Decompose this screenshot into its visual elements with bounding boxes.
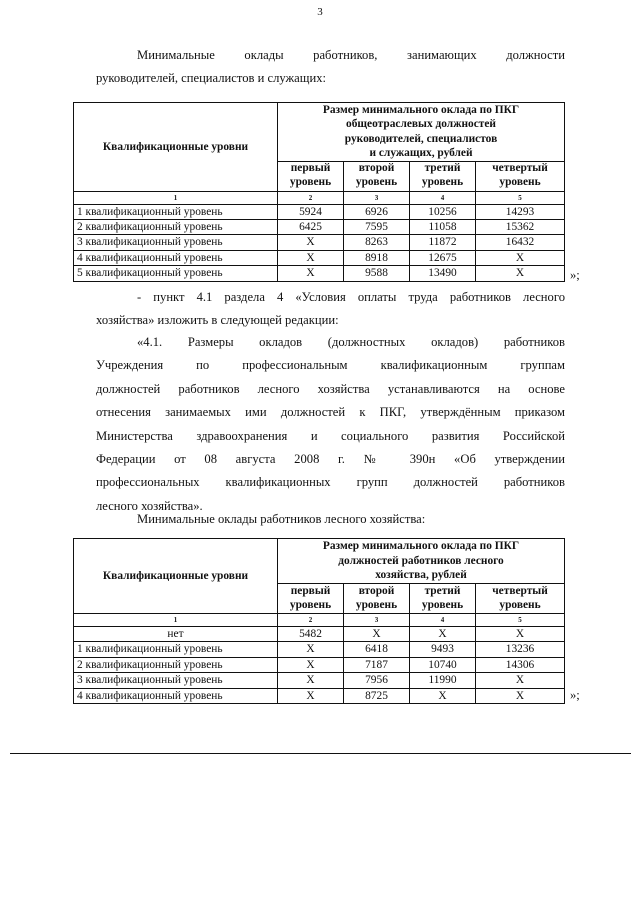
table-cell: Х [476, 266, 565, 281]
column-number: 4 [410, 614, 476, 627]
table-cell: 13236 [476, 642, 565, 657]
table-cell: 8263 [344, 235, 410, 250]
intro-paragraph-1 [96, 44, 565, 91]
row-label: 3 квалификационный уровень [74, 235, 278, 250]
table-row [74, 627, 565, 642]
row-label: 3 квалификационный уровень [74, 673, 278, 688]
column-number: 2 [278, 614, 344, 627]
column-number: 5 [476, 614, 565, 627]
table-cell: 8725 [344, 688, 410, 703]
row-label: 1 квалификационный уровень [74, 642, 278, 657]
clause-line: профессиональных квалификационных групп должностей работников [96, 475, 565, 490]
row-label: 1 квалификационный уровень [74, 204, 278, 219]
table-cell: Х [278, 250, 344, 265]
table-cell: Х [278, 673, 344, 688]
clause-line: Федерации от 08 августа 2008 г. № 390н «Об утверждении [96, 452, 565, 467]
table-cell: 7956 [344, 673, 410, 688]
table-cell: 12675 [410, 250, 476, 265]
table-cell: Х [476, 688, 565, 703]
row-label: 4 квалификационный уровень [74, 250, 278, 265]
column-number: 3 [344, 614, 410, 627]
column-header-level-4: четвертый уровень [476, 584, 565, 614]
table-row [74, 235, 565, 250]
intro-paragraph-2: Минимальные оклады работников лесного хозяйства: [137, 512, 426, 526]
table-cell: 7595 [344, 220, 410, 235]
word: занимающих [407, 48, 477, 62]
intro-paragraph-1-line-1 [96, 44, 565, 67]
table-cell: Х [278, 657, 344, 672]
table-cell: Х [278, 266, 344, 281]
column-header-level-1: первый уровень [278, 584, 344, 614]
table-cell: Х [476, 627, 565, 642]
column-number: 5 [476, 191, 565, 204]
table-cell: 13490 [410, 266, 476, 281]
table-cell: 6418 [344, 642, 410, 657]
clause-4-1-paragraph [96, 331, 565, 518]
page-number: 3 [317, 6, 323, 18]
column-number: 4 [410, 191, 476, 204]
clause-line: Министерства здравоохранения и социального развития Российской [96, 428, 565, 443]
clause-line: Учреждения по профессиональным квалификационным группам [96, 358, 565, 373]
table-row [74, 673, 565, 688]
table-cell: 7187 [344, 657, 410, 672]
row-label: 5 квалификационный уровень [74, 266, 278, 281]
table-cell: 5482 [278, 627, 344, 642]
clause-line: должностей работников лесного хозяйства устанавливаются на основе [96, 381, 565, 396]
closing-quote-1: »; [570, 268, 580, 282]
table-cell: Х [344, 627, 410, 642]
table-cell: 6926 [344, 204, 410, 219]
word: работников, [313, 48, 378, 62]
table-cell: 11990 [410, 673, 476, 688]
column-header-levels: Квалификационные уровни [74, 103, 278, 192]
amendment-line: хозяйства» изложить в следующей редакции: [96, 313, 339, 328]
word: Минимальные [137, 48, 215, 62]
column-header-level-3: третий уровень [410, 161, 476, 191]
table-row [74, 250, 565, 265]
column-header-level-3: третий уровень [410, 584, 476, 614]
table-cell: 10256 [410, 204, 476, 219]
table-row [74, 220, 565, 235]
bottom-divider [10, 753, 631, 754]
row-label: 2 квалификационный уровень [74, 657, 278, 672]
table-cell: Х [410, 627, 476, 642]
table-cell: Х [278, 235, 344, 250]
table-cell: 14306 [476, 657, 565, 672]
table-cell: 14293 [476, 204, 565, 219]
table-cell: 8918 [344, 250, 410, 265]
column-number: 2 [278, 191, 344, 204]
table-cell: Х [278, 688, 344, 703]
table-cell: 9588 [344, 266, 410, 281]
table-cell: Х [476, 250, 565, 265]
table-row [74, 642, 565, 657]
column-number: 1 [74, 614, 278, 627]
table-cell: Х [410, 688, 476, 703]
table-row [74, 266, 565, 281]
clause-line: лесного хозяйства». [96, 498, 203, 513]
closing-quote-2: »; [570, 688, 580, 702]
column-header-level-4: четвертый уровень [476, 161, 565, 191]
table-cell: 15362 [476, 220, 565, 235]
salary-table-1 [73, 102, 565, 282]
table-cell: 16432 [476, 235, 565, 250]
clause-line: «4.1. Размеры окладов (должностных окладов) работников [137, 335, 565, 349]
column-header-level-2: второй уровень [344, 584, 410, 614]
table-cell: 5924 [278, 204, 344, 219]
table-cell: 9493 [410, 642, 476, 657]
clause-line: отнесения занимаемых ими должностей к ПКГ, утверждённым приказом [96, 405, 565, 420]
table-row [74, 204, 565, 219]
word: оклады [244, 48, 284, 62]
column-group-header: Размер минимального оклада по ПКГ должностей работников лесного хозяйства, рублей [278, 539, 565, 584]
amendment-paragraph [96, 286, 565, 333]
amendment-line: - пункт 4.1 раздела 4 «Условия оплаты труда работников лесного [137, 290, 565, 304]
column-number: 1 [74, 191, 278, 204]
word: должности [506, 48, 565, 62]
row-label: нет [74, 627, 278, 642]
column-header-level-2: второй уровень [344, 161, 410, 191]
table-row [74, 657, 565, 672]
column-number: 3 [344, 191, 410, 204]
table-cell: Х [476, 673, 565, 688]
column-group-header: Размер минимального оклада по ПКГ общеотраслевых должностей руководителей, специалистов и служащих, рублей [278, 103, 565, 162]
column-header-level-1: первый уровень [278, 161, 344, 191]
table-row [74, 688, 565, 703]
column-header-levels: Квалификационные уровни [74, 539, 278, 614]
table-cell: Х [278, 642, 344, 657]
table-cell: 11872 [410, 235, 476, 250]
table-cell: 11058 [410, 220, 476, 235]
row-label: 2 квалификационный уровень [74, 220, 278, 235]
row-label: 4 квалификационный уровень [74, 688, 278, 703]
table-cell: 10740 [410, 657, 476, 672]
table-cell: 6425 [278, 220, 344, 235]
intro-paragraph-1-line-2: руководителей, специалистов и служащих: [96, 71, 327, 86]
salary-table-2 [73, 538, 565, 704]
